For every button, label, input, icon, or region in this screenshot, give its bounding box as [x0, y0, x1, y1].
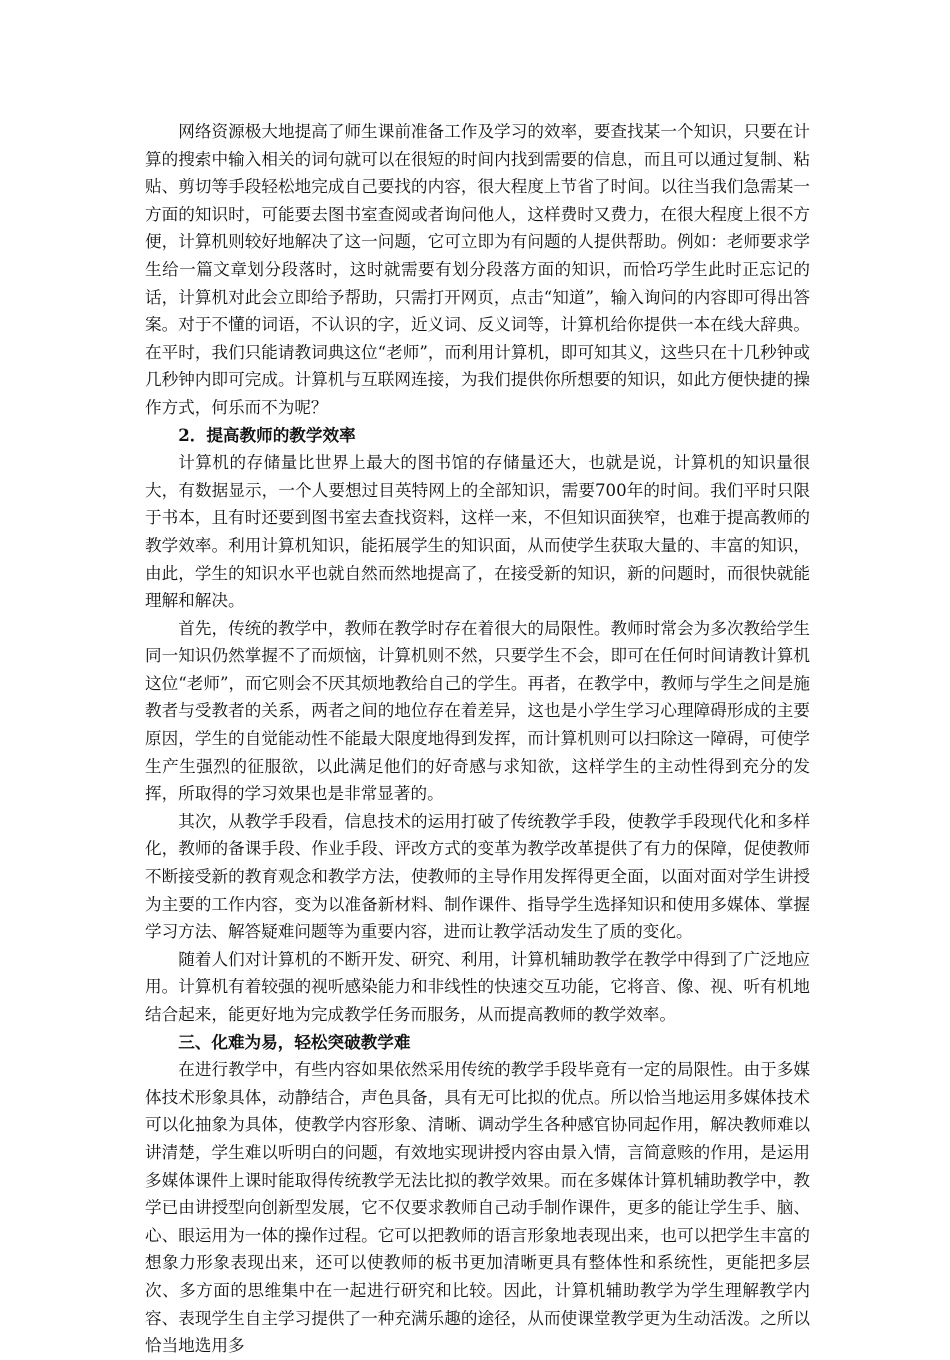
paragraph-cai-application: 随着人们对计算机的不断开发、研究、利用，计算机辅助教学在教学中得到了广泛地应用。计算机有着较强的视听感染能力和非线性的快速交互功能，它将音、像、视、听有机地结合起来，能更好地为完成教学任务而服务，从而提高教师的教学效率。: [145, 949, 810, 1024]
section-heading-teaching-efficiency: 2．提高教师的教学效率: [178, 424, 356, 445]
paragraph-network-resources: 网络资源极大地提高了师生课前准备工作及学习的效率，要查找某一个知识，只要在计算的搜索中输入相关的词句就可以在很短的时间内找到需要的信息，而且可以通过复制、粘贴、剪切等手段轻松地完成自己要找的内容，很大程度上节省了时间。以往当我们急需某一方面的知识时，可能要去图书室查阅或者询问他人，这样费时又费力，在很大程度上很不方便，计算机则较好地解决了这一问题，它可立即为有问题的人提供帮助。例如：老师要求学生给一篇文章划分段落时，这时就需要有划分段落方面的知识，而恰巧学生此时正忘记的话，计算机对此会立即给予帮助，只需打开网页，点击“知道”，输入询问的内容即可得出答案。对于不懂的词语，不认识的字，近义词、反义词等，计算机给你提供一本在线大辞典。在平时，我们只能请教词典这位“老师”，而利用计算机，即可知其义，这些只在十几秒钟或几秒钟内即可完成。计算机与互联网连接，为我们提供你所想要的知识，如此方便快捷的操作方式，何乐而不为呢？: [145, 122, 810, 417]
document-body: [145, 118, 810, 1360]
section-heading-simplify-difficulty: 三、化难为易，轻松突破教学难: [178, 1031, 411, 1052]
paragraph-secondly: 其次，从教学手段看，信息技术的运用打破了传统教学手段，使教学手段现代化和多样化，教师的备课手段、作业手段、评改方式的变革为教学改革提供了有力的保障，促使教师不断接受新的教育观念和教学方法，使教师的主导作用发挥得更全面，以面对面对学生讲授为主要的工作内容，变为以准备新材料、制作课件、指导学生选择知识和使用多媒体、掌握学习方法、解答疑难问题等为重要内容，进而让教学活动发生了质的变化。: [145, 811, 810, 942]
paragraph-storage-capacity: 计算机的存储量比世界上最大的图书馆的存储量还大，也就是说，计算机的知识量很大，有数据显示，一个人要想过目英特网上的全部知识，需要700年的时间。我们平时只限于书本，且有时还要到图书室去查找资料，这样一来，不但知识面狭窄，也难于提高教师的教学效率。利用计算机知识，能拓展学生的知识面，从而使学生获取大量的、丰富的知识，由此，学生的知识水平也就自然而然地提高了，在接受新的知识，新的问题时，而很快就能理解和解决。: [145, 453, 810, 611]
paragraph-multimedia: 在进行教学中，有些内容如果依然采用传统的教学手段毕竟有一定的局限性。由于多媒体技术形象具体，动静结合，声色具备，具有无可比拟的优点。所以恰当地运用多媒体技术可以化抽象为具体，使教学内容形象、清晰、调动学生各种感官协同起作用，解决教师难以讲清楚，学生难以听明白的问题，有效地实现讲授内容由景入情，言简意赅的作用，是运用多媒体课件上课时能取得传统教学无法比拟的教学效果。而在多媒体计算机辅助教学中，教学已由讲授型向创新型发展，它不仅要求教师自己动手制作课件，更多的能让学生手、脑、心、眼运用为一体的操作过程。它可以把教师的语言形象地表现出来，也可以把学生丰富的想象力形象表现出来，还可以使教师的板书更加清晰更具有整体性和系统性，更能把多层次、多方面的思维集中在一起进行研究和比较。因此，计算机辅助教学为学生理解教学内容、表现学生自主学习提供了一种充满乐趣的途径，从而使课堂教学更为生动活泼。之所以恰当地选用多: [145, 1060, 810, 1356]
paragraph-firstly: 首先，传统的教学中，教师在教学时存在着很大的局限性。教师时常会为多次教给学生同一知识仍然掌握不了而烦恼，计算机则不然，只要学生不会，即可在任何时间请教计算机这位“老师”，而它则会不厌其烦地教给自己的学生。再者，在教学中，教师与学生之间是施教者与受教者的关系，两者之间的地位存在着差异，这也是小学生学习心理障碍形成的主要原因，学生的自觉能动性不能最大限度地得到发挥，而计算机则可以扫除这一障碍，可使学生产生强烈的征服欲，以此满足他们的好奇感与求知欲，这样学生的主动性得到充分的发挥，所取得的学习效果也是非常显著的。: [145, 618, 810, 804]
